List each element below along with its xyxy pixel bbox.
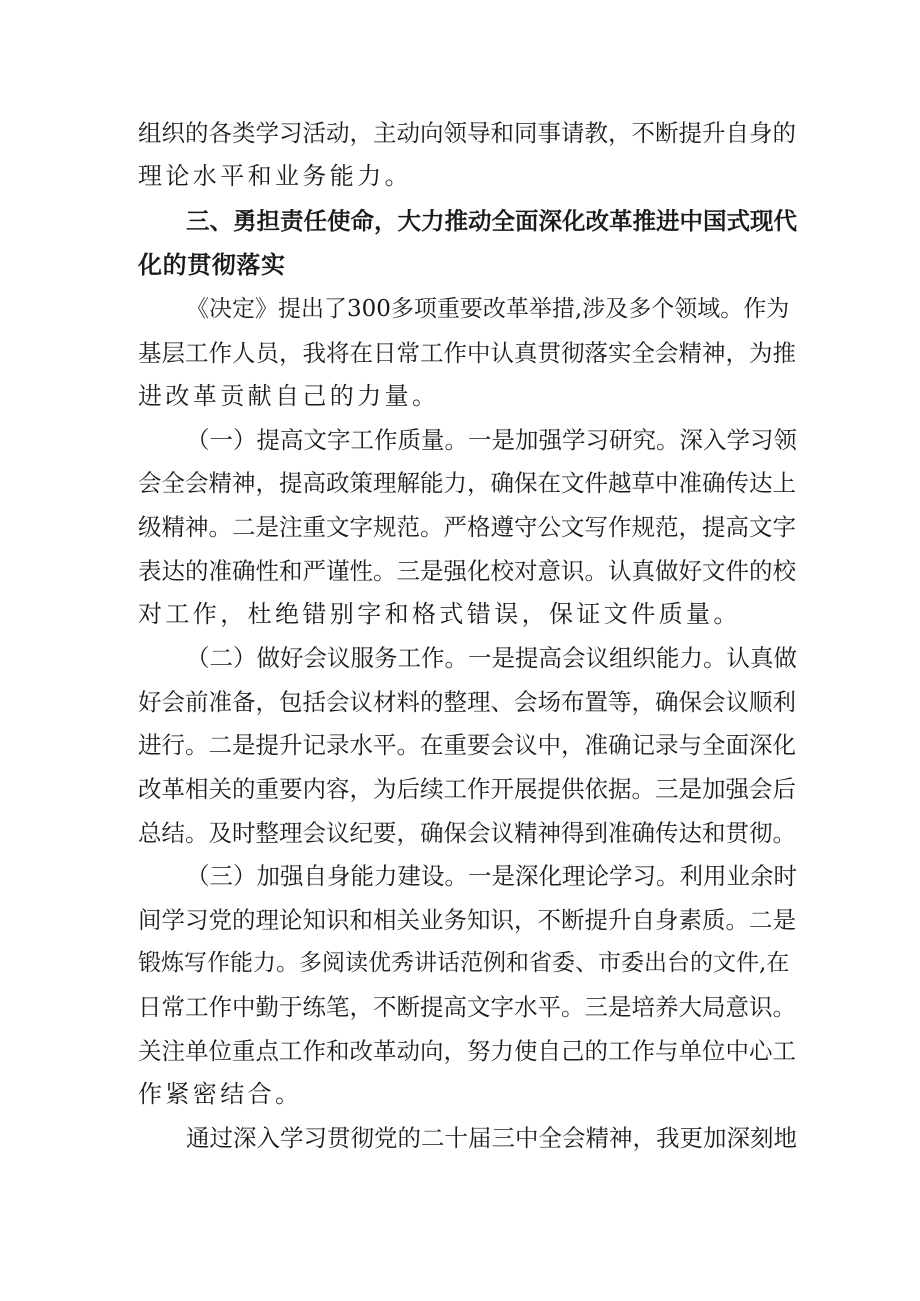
paragraph-line: （二）做好会议服务工作。一是提高会议组织能力。认真做 [186, 644, 797, 672]
paragraph-line: 表达的准确性和严谨性。三是强化校对意识。认真做好文件的校 [138, 557, 796, 585]
paragraph-line: 日常工作中勤于练笔，不断提高文字水平。三是培养大局意识。 [138, 993, 796, 1021]
paragraph-line: 《决定》提出了300多项重要改革举措,涉及多个领域。作为 [186, 296, 790, 322]
paragraph-line: 改革相关的重要内容，为后续工作开展提供依据。三是加强会后 [138, 775, 796, 803]
paragraph-line: 作紧密结合。 [138, 1080, 303, 1108]
paragraph-line: 通过深入学习贯彻党的二十届三中全会精神，我更加深刻地 [186, 1124, 797, 1152]
paragraph-line: 基层工作人员，我将在日常工作中认真贯彻落实全会精神，为推 [138, 339, 796, 367]
paragraph-line: 锻炼写作能力。多阅读优秀讲话范例和省委、市委出台的文件,在 [138, 950, 790, 976]
paragraph-line: 进行。二是提升记录水平。在重要会议中，准确记录与全面深化 [138, 731, 796, 759]
paragraph-line: 关注单位重点工作和改革动向，努力使自己的工作与单位中心工 [138, 1037, 796, 1065]
paragraph-line: 级精神。二是注重文字规范。严格遵守公文写作规范，提高文字 [138, 513, 796, 541]
paragraph-line: 会全会精神，提高政策理解能力，确保在文件越草中准确传达上 [138, 469, 796, 497]
paragraph-line: （一）提高文字工作质量。一是加强学习研究。深入学习领 [186, 426, 797, 454]
paragraph-line: 对工作，杜绝错别字和格式错误，保证文件质量。 [138, 600, 741, 628]
paragraph-line: 间学习党的理论知识和相关业务知识，不断提升自身素质。二是 [138, 906, 796, 934]
text-line: 组织的各类学习活动，主动向领导和同事请教，不断提升自身的 [138, 119, 796, 147]
paragraph-line: 总结。及时整理会议纪要，确保会议精神得到准确传达和贯彻。 [138, 819, 796, 847]
paragraph-line: 进改革贡献自己的力量。 [138, 382, 440, 410]
paragraph-line: （三）加强自身能力建设。一是深化理论学习。利用业余时 [186, 862, 797, 890]
paragraph-line: 好会前准备，包括会议材料的整理、会场布置等，确保会议顺利 [138, 688, 796, 716]
section-heading-continued: 化的贯彻落实 [138, 251, 286, 279]
text-line: 理论水平和业务能力。 [138, 162, 412, 190]
section-heading: 三、勇担责任使命，大力推动全面深化改革推进中国式现代 [186, 207, 797, 235]
